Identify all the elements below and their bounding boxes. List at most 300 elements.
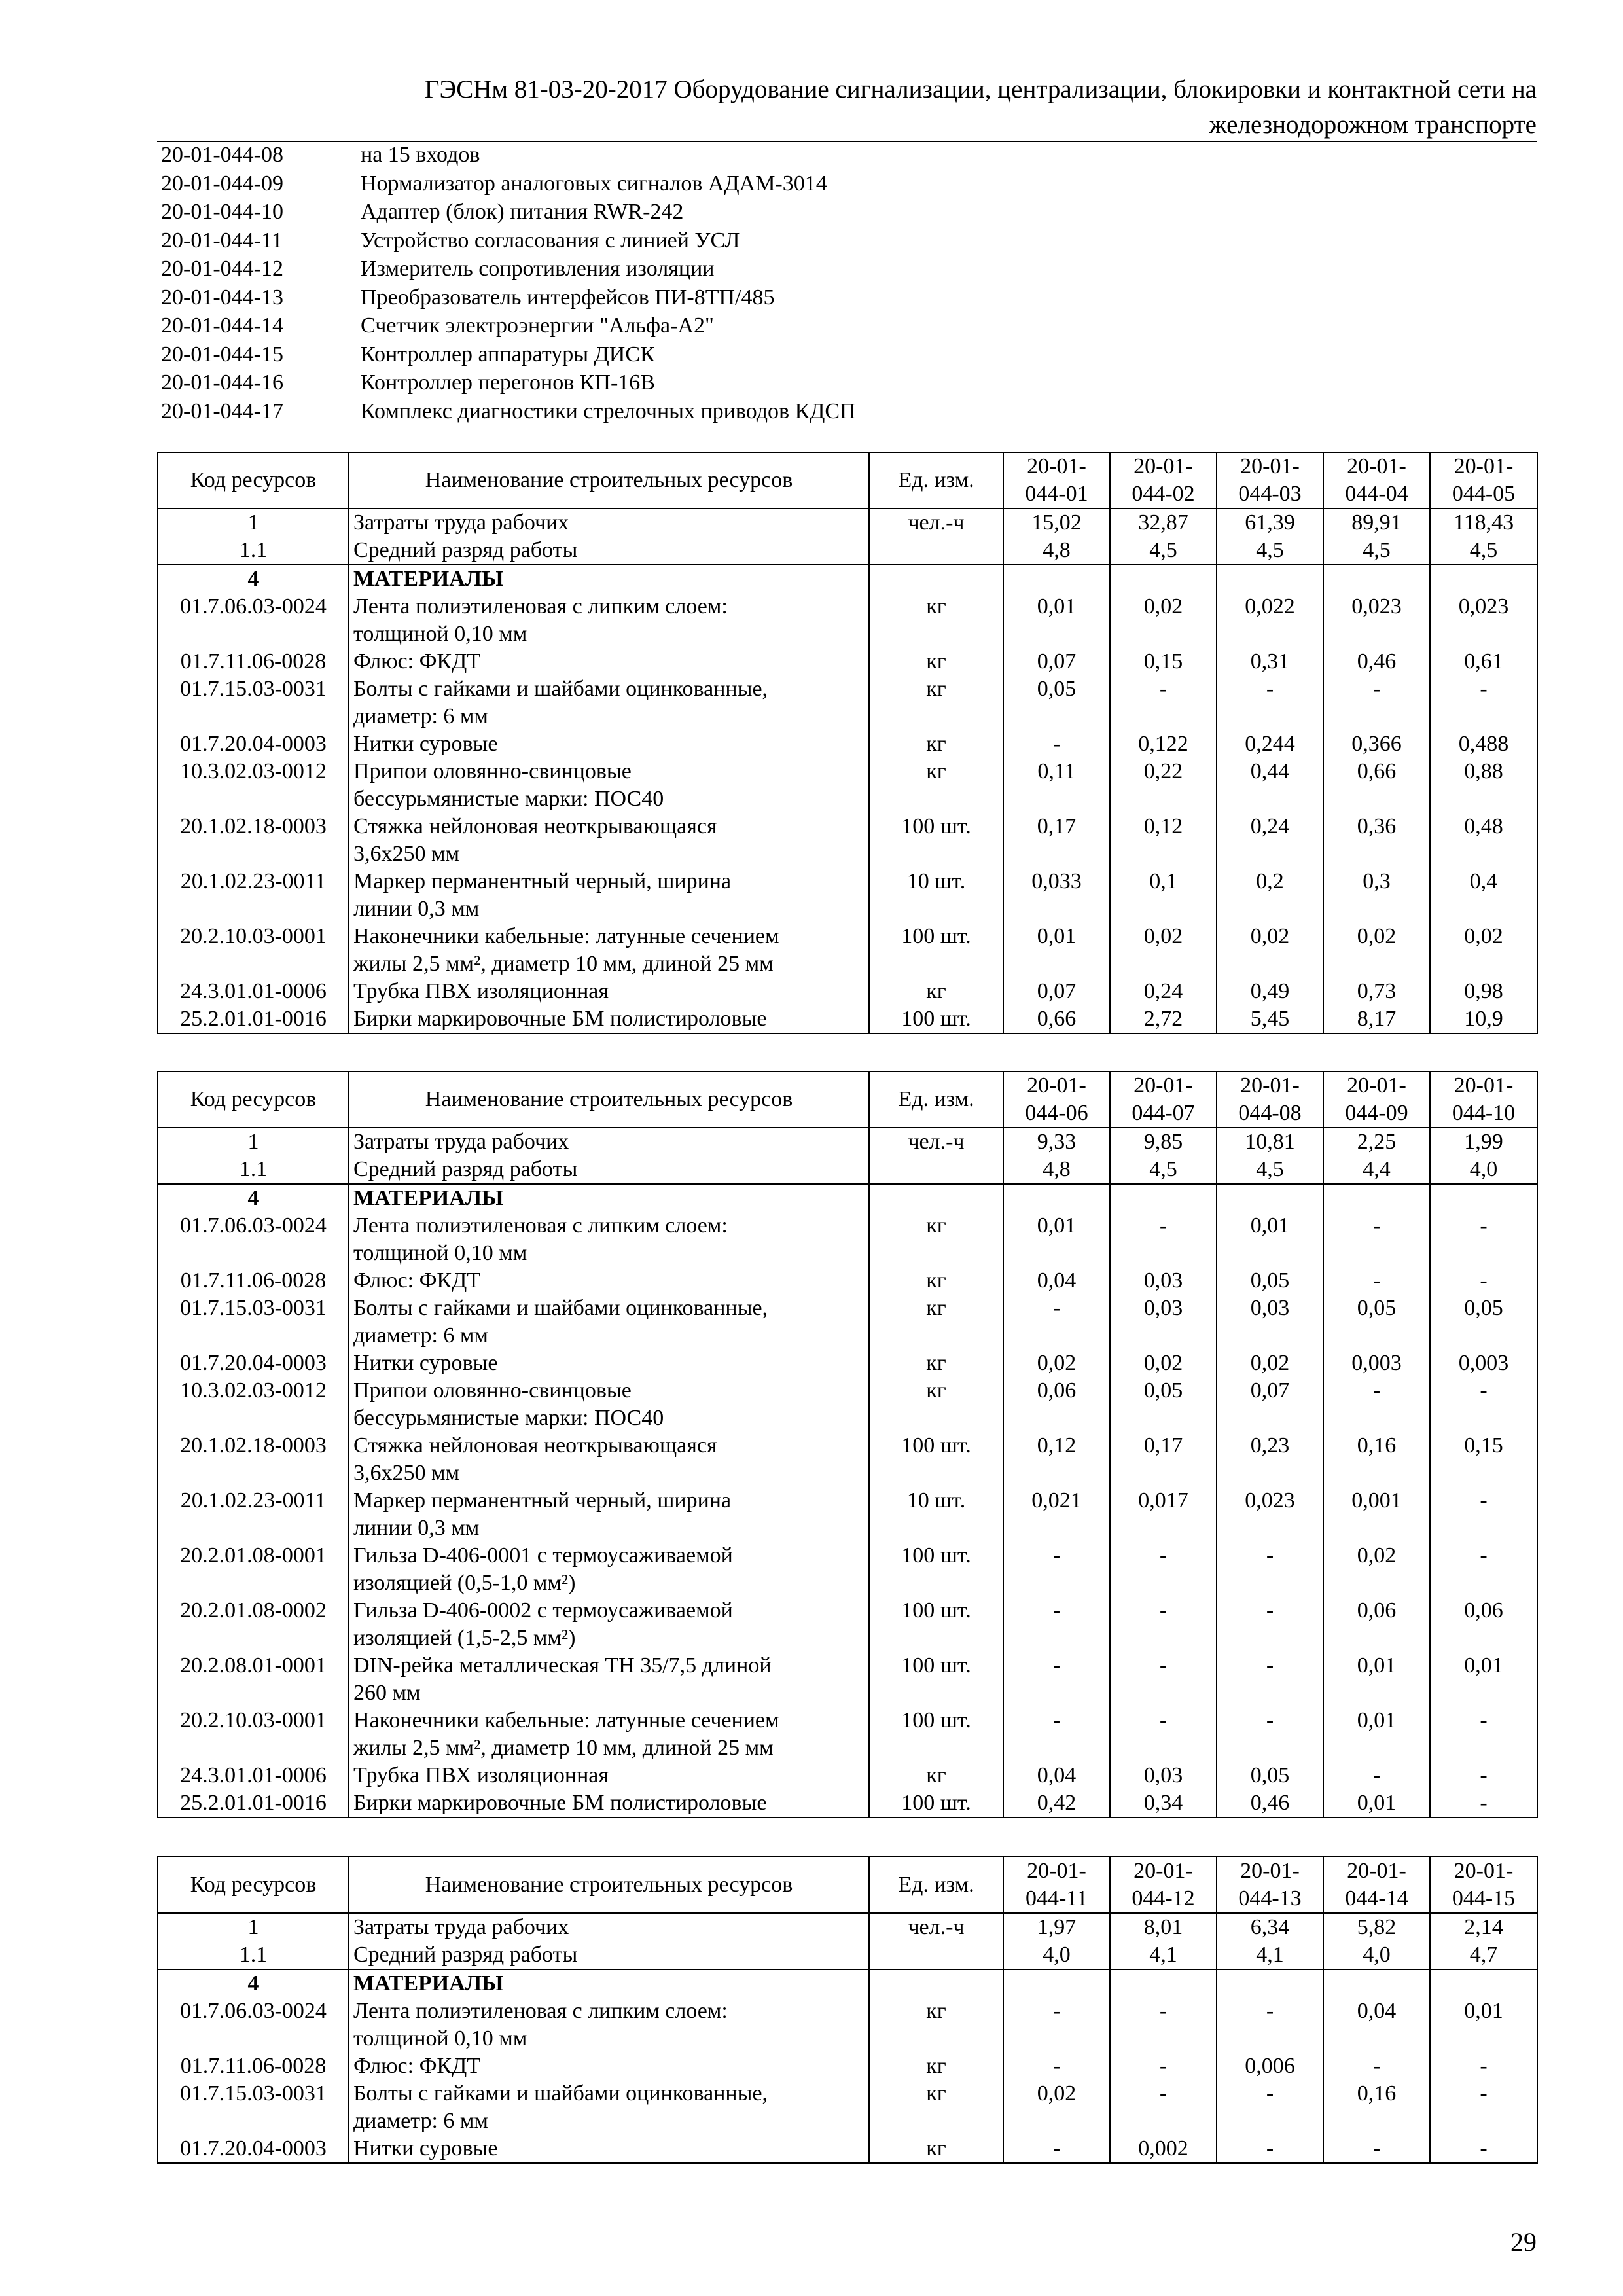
code-list-name: Измеритель сопротивления изоляции: [361, 257, 715, 281]
resource-value: 0,31: [1217, 648, 1323, 675]
header-norm-code-line: 044-10: [1452, 1101, 1516, 1125]
resource-name-line: диаметр: 6 мм: [353, 1323, 488, 1348]
code-list-code: 20-01-044-08: [161, 143, 283, 167]
resource-table-1: [157, 452, 1538, 1034]
header-norm-code-line: 20-01-: [1240, 454, 1300, 478]
header-norm-code-line: 20-01-: [1240, 1859, 1300, 1883]
resource-unit: [869, 537, 1003, 565]
resource-name-line: Наконечники кабельные: латунные сечением: [353, 924, 779, 948]
resource-code: 01.7.11.06-0028: [158, 648, 349, 675]
resource-value: 0,11: [1003, 758, 1110, 813]
resource-value: 1,99: [1430, 1128, 1537, 1156]
resource-value: 118,43: [1430, 509, 1537, 537]
resource-value: 0,46: [1217, 1789, 1323, 1818]
resource-code: 1.1: [158, 1941, 349, 1969]
table-row: [158, 1377, 1537, 1432]
resource-name-line: Трубка ПВХ изоляционная: [353, 979, 609, 1003]
resource-value: [1323, 1184, 1430, 1212]
resource-value: -: [1217, 1542, 1323, 1597]
resource-unit: кг: [869, 593, 1003, 648]
header-norm-code-line: 044-14: [1345, 1886, 1408, 1910]
resource-name: [349, 1789, 869, 1818]
resource-value: 0,4: [1430, 868, 1537, 923]
resource-name-line: МАТЕРИАЛЫ: [353, 567, 504, 591]
resource-name-line: толщиной 0,10 мм: [353, 622, 527, 646]
resource-code: 25.2.01.01-0016: [158, 1789, 349, 1818]
resource-value: 0,61: [1430, 648, 1537, 675]
resource-unit: кг: [869, 1267, 1003, 1295]
header-norm-code: [1217, 1857, 1323, 1913]
table-row: [158, 2080, 1537, 2135]
resource-value: 0,24: [1217, 813, 1323, 868]
resource-value: -: [1430, 2080, 1537, 2135]
resource-value: 0,17: [1110, 1432, 1217, 1487]
page-number: 29: [1510, 2227, 1537, 2257]
resource-value: 0,1: [1110, 868, 1217, 923]
resource-code: 20.1.02.23-0011: [158, 1487, 349, 1542]
resource-value: 0,12: [1003, 1432, 1110, 1487]
resource-value: 2,72: [1110, 1005, 1217, 1033]
resource-name-line: жилы 2,5 мм², диаметр 10 мм, длиной 25 мм: [353, 952, 774, 976]
header-norm-code: [1430, 1071, 1537, 1128]
resource-name: [349, 1267, 869, 1295]
code-list-code: 20-01-044-17: [161, 399, 283, 423]
resource-unit: кг: [869, 2053, 1003, 2080]
resource-value: 0,01: [1430, 1652, 1537, 1707]
resource-name-line: толщиной 0,10 мм: [353, 2026, 527, 2051]
resource-value: 6,34: [1217, 1913, 1323, 1941]
resource-name-line: Болты с гайками и шайбами оцинкованные,: [353, 1296, 768, 1320]
code-list-code: 20-01-044-14: [161, 314, 283, 338]
resource-value: -: [1110, 1597, 1217, 1652]
header-unit: Ед. изм.: [869, 452, 1003, 509]
resource-value: [1323, 565, 1430, 593]
resource-value: -: [1217, 2080, 1323, 2135]
resource-value: 0,16: [1323, 2080, 1430, 2135]
resource-value: 0,98: [1430, 978, 1537, 1005]
resource-value: -: [1430, 1487, 1537, 1542]
resource-value: 4,1: [1217, 1941, 1323, 1969]
resource-value: 0,02: [1217, 923, 1323, 978]
code-list-code: 20-01-044-10: [161, 200, 283, 224]
resource-value: -: [1323, 1377, 1430, 1432]
header-name: Наименование строительных ресурсов: [349, 1857, 869, 1913]
resource-name-line: МАТЕРИАЛЫ: [353, 1971, 504, 1996]
code-list-code: 20-01-044-13: [161, 285, 283, 310]
code-list-code: 20-01-044-15: [161, 342, 283, 367]
resource-name-line: 260 мм: [353, 1681, 421, 1705]
resource-code: 01.7.20.04-0003: [158, 730, 349, 758]
resource-name: [349, 1762, 869, 1789]
resource-value: 15,02: [1003, 509, 1110, 537]
table-row: [158, 1005, 1537, 1033]
resource-value: -: [1110, 2080, 1217, 2135]
resource-unit: чел.-ч: [869, 1913, 1003, 1941]
header-norm-code: [1003, 1071, 1110, 1128]
resource-name-line: линии 0,3 мм: [353, 1516, 480, 1540]
header-unit: Ед. изм.: [869, 1857, 1003, 1913]
table-row: [158, 1969, 1537, 1998]
resource-name-line: DIN-рейка металлическая ТН 35/7,5 длиной: [353, 1653, 772, 1677]
resource-code: 20.2.08.01-0001: [158, 1652, 349, 1707]
table-header-row: [158, 1857, 1537, 1913]
resource-unit: кг: [869, 648, 1003, 675]
resource-value: [1217, 1969, 1323, 1998]
table-row: [158, 509, 1537, 537]
resource-value: 4,0: [1003, 1941, 1110, 1969]
resource-value: 0,02: [1323, 923, 1430, 978]
resource-value: [1003, 1184, 1110, 1212]
resource-value: 0,12: [1110, 813, 1217, 868]
resource-name-line: МАТЕРИАЛЫ: [353, 1186, 504, 1210]
table-row: [158, 1350, 1537, 1377]
header-norm-code-line: 20-01-: [1347, 1859, 1406, 1883]
resource-code: 01.7.15.03-0031: [158, 2080, 349, 2135]
resource-code: 20.2.10.03-0001: [158, 1707, 349, 1762]
code-list-name: на 15 входов: [361, 143, 480, 167]
header-norm-code-line: 044-15: [1452, 1886, 1516, 1910]
resource-value: 61,39: [1217, 509, 1323, 537]
code-list-item: [161, 198, 856, 226]
resource-value: 9,85: [1110, 1128, 1217, 1156]
resource-value: -: [1110, 1707, 1217, 1762]
resource-table-2: [157, 1071, 1538, 1818]
resource-name-line: Нитки суровые: [353, 1351, 498, 1375]
resource-unit: [869, 1941, 1003, 1969]
resource-unit: 100 шт.: [869, 923, 1003, 978]
resource-value: 89,91: [1323, 509, 1430, 537]
resource-value: 32,87: [1110, 509, 1217, 537]
resource-code: 01.7.15.03-0031: [158, 675, 349, 730]
resource-value: 10,81: [1217, 1128, 1323, 1156]
resource-value: -: [1430, 1762, 1537, 1789]
resource-code: 01.7.06.03-0024: [158, 1998, 349, 2053]
resource-value: 0,366: [1323, 730, 1430, 758]
resource-unit: кг: [869, 730, 1003, 758]
table-row: [158, 868, 1537, 923]
resource-value: -: [1430, 1789, 1537, 1818]
resource-code: 10.3.02.03-0012: [158, 758, 349, 813]
resource-name-line: Стяжка нейлоновая неоткрывающаяся: [353, 1433, 717, 1458]
resource-value: -: [1217, 1652, 1323, 1707]
resource-value: 0,002: [1110, 2135, 1217, 2163]
header-norm-code-line: 20-01-: [1027, 1859, 1086, 1883]
resource-value: 0,23: [1217, 1432, 1323, 1487]
resource-value: 5,82: [1323, 1913, 1430, 1941]
resource-value: [1217, 1184, 1323, 1212]
resource-value: -: [1217, 675, 1323, 730]
resource-name-line: Бирки маркировочные БМ полистироловые: [353, 1007, 767, 1031]
resource-value: 4,7: [1430, 1941, 1537, 1969]
resource-name-line: Флюс: ФКДТ: [353, 2054, 481, 2078]
header-norm-code: [1217, 452, 1323, 509]
header-norm-code-line: 044-08: [1238, 1101, 1302, 1125]
resource-value: -: [1110, 1652, 1217, 1707]
header-norm-code: [1323, 452, 1430, 509]
resource-code: 4: [158, 565, 349, 593]
resource-value: -: [1323, 1267, 1430, 1295]
table-row: [158, 565, 1537, 593]
code-list-name: Адаптер (блок) питания RWR-242: [361, 200, 684, 224]
header-code: Код ресурсов: [158, 1071, 349, 1128]
resource-name-line: Маркер перманентный черный, ширина: [353, 1488, 732, 1513]
resource-value: 0,73: [1323, 978, 1430, 1005]
resource-name-line: изоляцией (1,5-2,5 мм²): [353, 1626, 576, 1650]
resource-code: 4: [158, 1184, 349, 1212]
table-row: [158, 923, 1537, 978]
resource-value: 0,021: [1003, 1487, 1110, 1542]
resource-name-line: 3,6x250 мм: [353, 1461, 460, 1485]
table-row: [158, 1432, 1537, 1487]
resource-name: [349, 648, 869, 675]
resource-name: [349, 1184, 869, 1212]
resource-value: 4,5: [1430, 537, 1537, 565]
table-row: [158, 1652, 1537, 1707]
resource-value: 0,001: [1323, 1487, 1430, 1542]
header-norm-code-line: 044-12: [1132, 1886, 1195, 1910]
resource-value: 0,01: [1323, 1707, 1430, 1762]
resource-value: 0,02: [1110, 923, 1217, 978]
resource-code: 20.1.02.23-0011: [158, 868, 349, 923]
resource-code: 01.7.15.03-0031: [158, 1295, 349, 1350]
resource-unit: [869, 565, 1003, 593]
code-list-item: [161, 312, 856, 340]
resource-value: -: [1323, 1762, 1430, 1789]
resource-value: 4,5: [1217, 537, 1323, 565]
header-norm-code: [1110, 1857, 1217, 1913]
resource-code: 10.3.02.03-0012: [158, 1377, 349, 1432]
resource-unit: 100 шт.: [869, 813, 1003, 868]
header-norm-code: [1323, 1857, 1430, 1913]
header-line-1: ГЭСНм 81-03-20-2017 Оборудование сигнализации, централизации, блокировки и контактной сети на: [424, 75, 1537, 103]
table-row: [158, 675, 1537, 730]
resource-name-line: Припои оловянно-свинцовые: [353, 759, 632, 783]
resource-name-line: Средний разряд работы: [353, 538, 578, 562]
resource-value: 0,003: [1430, 1350, 1537, 1377]
resource-code: 25.2.01.01-0016: [158, 1005, 349, 1033]
code-list-item: [161, 255, 856, 283]
resource-value: [1003, 565, 1110, 593]
header-norm-code-line: 20-01-: [1027, 1073, 1086, 1098]
code-list-item: [161, 397, 856, 426]
resource-name: [349, 1350, 869, 1377]
resource-value: [1003, 1969, 1110, 1998]
resource-code: 20.2.10.03-0001: [158, 923, 349, 978]
resource-value: 0,003: [1323, 1350, 1430, 1377]
resource-value: 0,03: [1110, 1295, 1217, 1350]
resource-name: [349, 1156, 869, 1184]
resource-value: 0,023: [1217, 1487, 1323, 1542]
resource-value: 0,66: [1003, 1005, 1110, 1033]
code-list-item: [161, 170, 856, 198]
resource-value: -: [1110, 1212, 1217, 1267]
header-name: Наименование строительных ресурсов: [349, 1071, 869, 1128]
resource-unit: кг: [869, 1762, 1003, 1789]
resource-value: -: [1217, 1707, 1323, 1762]
resource-value: 0,02: [1217, 1350, 1323, 1377]
code-list-item: [161, 226, 856, 255]
resource-value: -: [1430, 1267, 1537, 1295]
resource-name: [349, 1005, 869, 1033]
resource-value: 0,48: [1430, 813, 1537, 868]
resource-value: 0,05: [1217, 1267, 1323, 1295]
resource-value: -: [1003, 1542, 1110, 1597]
resource-value: 0,03: [1110, 1267, 1217, 1295]
resource-code: 1.1: [158, 1156, 349, 1184]
resource-name-line: Затраты труда рабочих: [353, 1915, 569, 1939]
table-header-row: [158, 1071, 1537, 1128]
resource-name: [349, 2135, 869, 2163]
resource-value: 5,45: [1217, 1005, 1323, 1033]
resource-name-line: Затраты труда рабочих: [353, 511, 569, 535]
resource-name-line: линии 0,3 мм: [353, 897, 480, 921]
header-unit: Ед. изм.: [869, 1071, 1003, 1128]
resource-unit: кг: [869, 1377, 1003, 1432]
resource-value: -: [1323, 2135, 1430, 2163]
resource-name-line: Нитки суровые: [353, 732, 498, 756]
code-list-name: Преобразователь интерфейсов ПИ-8ТП/485: [361, 285, 775, 310]
resource-name-line: жилы 2,5 мм², диаметр 10 мм, длиной 25 мм: [353, 1736, 774, 1760]
header-norm-code-line: 20-01-: [1133, 1859, 1193, 1883]
resource-name: [349, 1998, 869, 2053]
header-norm-code-line: 044-04: [1345, 482, 1408, 506]
resource-name-line: Стяжка нейлоновая неоткрывающаяся: [353, 814, 717, 838]
resource-value: 0,01: [1323, 1789, 1430, 1818]
resource-value: [1430, 1969, 1537, 1998]
resource-value: 0,34: [1110, 1789, 1217, 1818]
header-norm-code-line: 20-01-: [1347, 1073, 1406, 1098]
resource-unit: 10 шт.: [869, 868, 1003, 923]
resource-value: 0,06: [1323, 1597, 1430, 1652]
code-list-name: Нормализатор аналоговых сигналов АДАМ-3014: [361, 171, 827, 196]
table-row: [158, 2135, 1537, 2163]
resource-value: 0,2: [1217, 868, 1323, 923]
resource-name-line: бессурьмянистые марки: ПОС40: [353, 787, 664, 811]
resource-value: 0,05: [1003, 675, 1110, 730]
resource-unit: кг: [869, 1295, 1003, 1350]
resource-name: [349, 1487, 869, 1542]
resource-value: -: [1110, 1998, 1217, 2053]
resource-value: 4,5: [1110, 1156, 1217, 1184]
resource-unit: 100 шт.: [869, 1432, 1003, 1487]
header-norm-code-line: 044-01: [1025, 482, 1088, 506]
table-row: [158, 730, 1537, 758]
resource-value: -: [1217, 1597, 1323, 1652]
resource-name-line: Болты с гайками и шайбами оцинкованные,: [353, 677, 768, 701]
resource-unit: кг: [869, 1350, 1003, 1377]
code-list-item: [161, 368, 856, 397]
table-row: [158, 1913, 1537, 1941]
resource-value: 2,14: [1430, 1913, 1537, 1941]
resource-value: -: [1323, 1212, 1430, 1267]
resource-value: 4,0: [1430, 1156, 1537, 1184]
header-norm-code-line: 20-01-: [1454, 1859, 1514, 1883]
resource-value: 0,244: [1217, 730, 1323, 758]
resource-value: -: [1003, 1597, 1110, 1652]
resource-value: 0,05: [1110, 1377, 1217, 1432]
header-norm-code-line: 20-01-: [1454, 1073, 1514, 1098]
resource-value: 0,033: [1003, 868, 1110, 923]
resource-value: -: [1430, 2053, 1537, 2080]
resource-name-line: Средний разряд работы: [353, 1157, 578, 1181]
resource-value: -: [1003, 1707, 1110, 1762]
header-norm-code-line: 044-11: [1025, 1886, 1088, 1910]
table-row: [158, 1184, 1537, 1212]
table-row: [158, 1789, 1537, 1818]
resource-value: 2,25: [1323, 1128, 1430, 1156]
resource-value: 0,07: [1003, 978, 1110, 1005]
resource-value: 0,07: [1003, 648, 1110, 675]
resource-name-line: диаметр: 6 мм: [353, 704, 488, 728]
resource-value: 0,17: [1003, 813, 1110, 868]
table-row: [158, 648, 1537, 675]
table-row: [158, 537, 1537, 565]
code-list-name: Счетчик электроэнергии "Альфа-А2": [361, 314, 714, 338]
resource-value: [1110, 1969, 1217, 1998]
resource-name: [349, 1542, 869, 1597]
header-norm-code: [1430, 452, 1537, 509]
resource-name-line: 3,6x250 мм: [353, 842, 460, 866]
resource-name: [349, 1913, 869, 1941]
resource-unit: 100 шт.: [869, 1707, 1003, 1762]
header-norm-code: [1323, 1071, 1430, 1128]
resource-value: 0,15: [1110, 648, 1217, 675]
table-row: [158, 1156, 1537, 1184]
resource-value: 4,5: [1110, 537, 1217, 565]
code-list-item: [161, 141, 856, 170]
resource-value: -: [1323, 2053, 1430, 2080]
resource-code: 20.1.02.18-0003: [158, 1432, 349, 1487]
table-row: [158, 593, 1537, 648]
table-row: [158, 813, 1537, 868]
resource-unit: 100 шт.: [869, 1652, 1003, 1707]
code-list-item: [161, 340, 856, 369]
resource-value: 4,8: [1003, 1156, 1110, 1184]
resource-name-line: Средний разряд работы: [353, 1943, 578, 1967]
resource-code: 01.7.06.03-0024: [158, 593, 349, 648]
resource-value: 0,03: [1110, 1762, 1217, 1789]
header-norm-code-line: 044-02: [1132, 482, 1195, 506]
resource-value: 9,33: [1003, 1128, 1110, 1156]
resource-name: [349, 2080, 869, 2135]
resource-name: [349, 565, 869, 593]
header-norm-code-line: 20-01-: [1027, 454, 1086, 478]
code-list-code: 20-01-044-09: [161, 171, 283, 196]
resource-unit: 100 шт.: [869, 1597, 1003, 1652]
resource-value: 0,02: [1323, 1542, 1430, 1597]
header-norm-code-line: 044-05: [1452, 482, 1516, 506]
resource-value: 0,66: [1323, 758, 1430, 813]
header-norm-code-line: 20-01-: [1347, 454, 1406, 478]
resource-value: -: [1430, 1707, 1537, 1762]
resource-value: -: [1430, 1212, 1537, 1267]
resource-code: 01.7.06.03-0024: [158, 1212, 349, 1267]
resource-value: 10,9: [1430, 1005, 1537, 1033]
resource-value: 0,44: [1217, 758, 1323, 813]
resource-code: 20.1.02.18-0003: [158, 813, 349, 868]
resource-code: 01.7.11.06-0028: [158, 1267, 349, 1295]
resource-value: 0,05: [1217, 1762, 1323, 1789]
resource-name-line: диаметр: 6 мм: [353, 2109, 488, 2133]
table-row: [158, 2053, 1537, 2080]
resource-name-line: Гильза D-406-0002 с термоусаживаемой: [353, 1598, 733, 1623]
resource-value: 0,07: [1217, 1377, 1323, 1432]
resource-name-line: Лента полиэтиленовая с липким слоем:: [353, 1999, 728, 2023]
resource-name-line: Бирки маркировочные БМ полистироловые: [353, 1791, 767, 1815]
header-norm-code-line: 20-01-: [1454, 454, 1514, 478]
resource-value: -: [1430, 675, 1537, 730]
resource-name-line: Наконечники кабельные: латунные сечением: [353, 1708, 779, 1732]
